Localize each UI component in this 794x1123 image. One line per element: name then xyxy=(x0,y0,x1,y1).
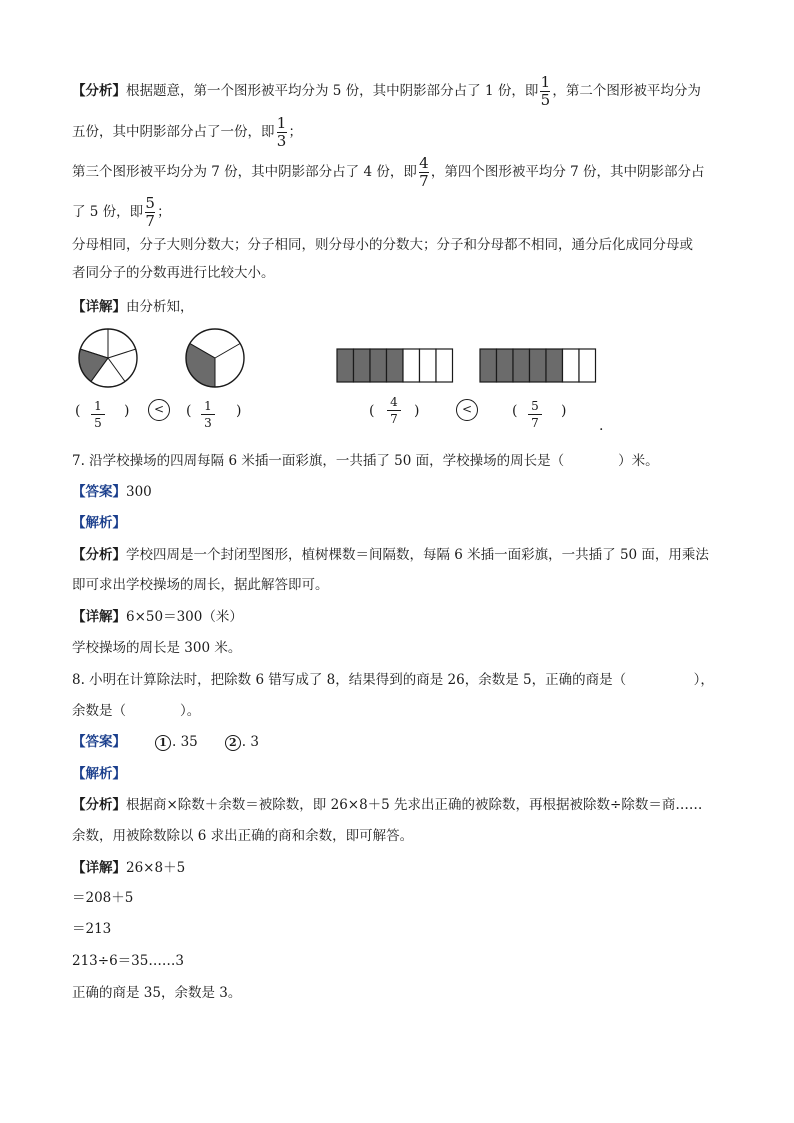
fraction-1-5: $\frac{1}{5}$ xyxy=(540,73,551,109)
label-5-7: 5 7 xyxy=(525,398,545,431)
bar-segment-shaded xyxy=(497,349,514,382)
label-1-3: 1 3 xyxy=(198,398,218,431)
q8-step-4: 213÷6＝35……3 xyxy=(72,953,184,969)
q8-analysis-line1: 【分析】根据商×除数＋余数＝被除数，即 26×8＋5 先求出正确的被除数，再根据被除数÷除数＝商…… xyxy=(72,797,703,813)
bar-segment-shaded xyxy=(480,349,497,382)
close-paren: ) xyxy=(561,403,567,419)
answer-1-marker: 1 xyxy=(155,735,171,751)
bar-segment-empty xyxy=(563,349,580,382)
q7-analysis-line2: 即可求出学校操场的周长，据此解答即可。 xyxy=(72,577,329,593)
q8-step-2: ＝208＋5 xyxy=(72,890,134,906)
q7-question: 7. 沿学校操场的四周每隔 6 米插一面彩旗，一共插了 50 面，学校操场的周长是（ ）米。 xyxy=(72,453,659,469)
q8-question-line2: 余数是（ ）。 xyxy=(72,703,201,719)
open-paren: ( xyxy=(369,403,375,419)
label-4-7: 4 7 xyxy=(384,394,404,427)
q8-conclusion: 正确的商是 35，余数是 3。 xyxy=(72,985,242,1001)
q7-jiexi: 【解析】 xyxy=(72,515,126,531)
trailing-dot: . xyxy=(599,418,604,434)
bar-segment-shaded xyxy=(530,349,547,382)
detail-tag: 【详解】 xyxy=(72,299,126,315)
q7-conclusion: 学校操场的周长是 300 米。 xyxy=(72,640,242,656)
bar-segment-shaded xyxy=(370,349,387,382)
q8-jiexi: 【解析】 xyxy=(72,766,126,782)
circle-thirds xyxy=(186,329,244,387)
analysis1-line3: 第三个图形被平均分为 7 份，其中阴影部分占了 4 份，即 $\frac{4}{7}$ ，第四个图形被平均分 7 份，其中阴影部分占 xyxy=(72,154,705,190)
q8-analysis-line2: 余数，用被除数除以 6 求出正确的商和余数，即可解答。 xyxy=(72,828,414,844)
open-paren: ( xyxy=(186,403,192,419)
label-1-5: 1 5 xyxy=(88,398,108,431)
open-paren: ( xyxy=(75,403,81,419)
fraction-4-7: $\frac{4}{7}$ xyxy=(419,154,429,190)
q7-answer: 【答案】300 xyxy=(72,484,152,500)
answer-2-marker: 2 xyxy=(225,735,241,751)
detail1-line: 【详解】由分析知， xyxy=(72,299,194,315)
q7-detail: 【详解】6×50＝300（米） xyxy=(72,609,243,625)
fraction-1-3: $\frac{1}{3}$ xyxy=(276,114,287,150)
close-paren: ) xyxy=(236,403,242,419)
analysis-tag: 【分析】 xyxy=(72,83,126,99)
bar-segment-shaded xyxy=(354,349,371,382)
q8-question-line1: 8. 小明在计算除法时，把除数 6 错写成了 8，结果得到的商是 26，余数是 5，正确的商是（ ）， xyxy=(72,672,714,688)
bar-sevenths-5 xyxy=(480,349,596,382)
analysis1-line6: 者同分子的分数再进行比较大小。 xyxy=(72,265,275,281)
q8-answer: 【答案】 1 . 35 2 . 3 xyxy=(72,734,259,750)
less-than-sign: < xyxy=(456,399,478,421)
bar-segment-empty xyxy=(436,349,453,382)
bar-segment-shaded xyxy=(337,349,354,382)
close-paren: ) xyxy=(414,403,420,419)
circle-fifths xyxy=(79,329,137,387)
analysis1-line5: 分母相同，分子大则分数大；分子相同，则分母小的分数大；分子和分母都不相同，通分后化成同分母或 xyxy=(72,237,693,253)
q8-detail: 【详解】26×8＋5 xyxy=(72,860,186,876)
bar-segment-shaded xyxy=(546,349,563,382)
analysis1-line1: 【分析】根据题意，第一个图形被平均分为 5 份，其中阴影部分占了 1 份，即 $\frac{1}{5}$ ，第二个图形被平均分为 xyxy=(72,73,701,109)
bar-segment-empty xyxy=(403,349,420,382)
bar-sevenths-4 xyxy=(337,349,453,382)
bar-segment-shaded xyxy=(387,349,404,382)
bar-segment-shaded xyxy=(513,349,530,382)
fraction-5-7: $\frac{5}{7}$ xyxy=(145,194,155,230)
open-paren: ( xyxy=(512,403,518,419)
fraction-diagram xyxy=(0,325,794,445)
close-paren: ) xyxy=(124,403,130,419)
circle-shaded-sector xyxy=(79,349,108,381)
q8-step-3: ＝213 xyxy=(72,921,112,937)
analysis1-line2: 五份，其中阴影部分占了一份，即 $\frac{1}{3}$ ； xyxy=(72,114,302,150)
bar-segment-empty xyxy=(420,349,437,382)
less-than-sign: < xyxy=(148,399,170,421)
q7-analysis-line1: 【分析】学校四周是一个封闭型图形，植树棵数＝间隔数，每隔 6 米插一面彩旗，一共插了 50 面，用乘法 xyxy=(72,547,709,563)
analysis-text: 根据题意，第一个图形被平均分为 5 份，其中阴影部分占了 1 份，即 xyxy=(126,83,539,99)
bar-segment-empty xyxy=(579,349,596,382)
analysis1-line4: 了 5 份，即 $\frac{5}{7}$ ； xyxy=(72,194,171,230)
